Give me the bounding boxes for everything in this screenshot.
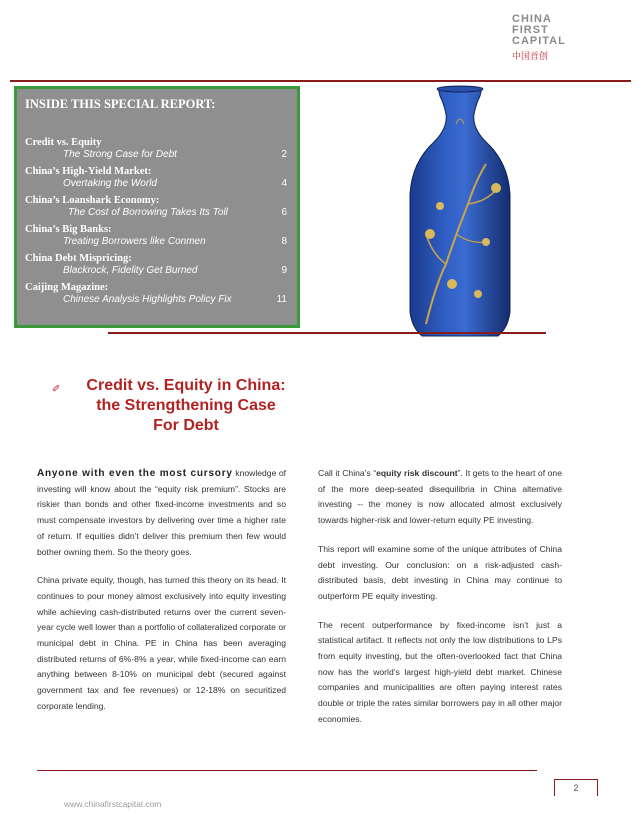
logo-line-3: CAPITAL xyxy=(512,35,566,47)
logo-chinese: 中国首创 xyxy=(512,51,549,61)
emphasis: equity risk discount xyxy=(376,468,458,478)
bullet-icon: ✐ xyxy=(52,384,61,395)
toc-item[interactable] xyxy=(25,224,295,248)
toc-item[interactable] xyxy=(25,253,295,277)
toc-item-heading: China’s High-Yield Market: xyxy=(25,166,152,177)
toc-item-page: 9 xyxy=(281,265,287,276)
vase-image xyxy=(386,84,534,346)
toc-item[interactable] xyxy=(25,195,295,219)
paragraph: This report will examine some of the unique attributes of China debt investing. Our conclusion: on a risk-adjusted cash-distributed basis, debt investing in China may continue to outperform PE equity investing. xyxy=(318,543,562,601)
logo xyxy=(512,14,572,62)
middle-divider xyxy=(108,332,546,334)
toc-item-heading: China Debt Mispricing: xyxy=(25,253,132,264)
toc-item-subtitle: Chinese Analysis Highlights Policy Fix xyxy=(63,294,232,305)
logo-line-2: FIRST xyxy=(512,24,549,36)
paragraph: The recent outperformance by fixed-income isn’t just a statistical artifact. It reflects not only the low distributions to LPs from equity investing, but the often-overlooked fact that China now has the world’s largest high-yield debt market. Chinese companies and municipalities are often paying interest rates double or triple the rates similar borrowers pay in all other major economies. xyxy=(318,619,562,724)
article-heading xyxy=(66,376,306,436)
paragraph: Call it China’s “equity risk discount”. It gets to the heart of one of the more deep-seated disequilibria in China alternative investing -- the money is now allocated almost exclusively towards higher-risk and lower-return equity PE investing. xyxy=(318,468,562,526)
toc-title: INSIDE THIS SPECIAL REPORT: xyxy=(25,97,216,111)
paragraph: knowledge of investing will know about the “equity risk premium”. Stocks are riskier than bonds and other fixed-income investments and so must compensate investors by delivering over time a higher rate of return. If equities didn’t deliver this premium then few would bother owning them. So the theory goes. xyxy=(37,468,286,557)
toc-item[interactable] xyxy=(25,137,295,161)
top-divider xyxy=(10,80,631,82)
toc-item[interactable] xyxy=(25,282,295,306)
right-column xyxy=(318,466,562,741)
toc-item-heading: China’s Big Banks: xyxy=(25,224,112,235)
footer-url[interactable]: www.chinafirstcapital.com xyxy=(64,799,162,809)
logo-line-1: CHINA xyxy=(512,13,552,25)
toc-item-page: 11 xyxy=(276,294,287,305)
toc-box xyxy=(14,86,300,328)
toc-item[interactable] xyxy=(25,166,295,190)
toc-item-subtitle: Overtaking the World xyxy=(63,178,157,189)
bottom-divider xyxy=(37,770,537,771)
paragraph: China private equity, though, has turned this theory on its head. It continues to pour money almost exclusively into equity investing while achieving cash-distributed returns over the current seven-year cycle well lower than a portfolio of collateralized corporate or municipal debt in China. PE in China has been averaging distributed returns of 6%-8% a year, while fixed-income can earn anything between 8-10% on municipal debt (secured against government tax and fee revenues) or 12-18% on securitized corporate lending. xyxy=(37,575,286,711)
lead-in: Anyone with even the most cursory xyxy=(37,468,233,479)
article-heading-line-3: For Debt xyxy=(153,417,219,434)
toc-item-page: 8 xyxy=(281,236,287,247)
toc-item-page: 6 xyxy=(281,207,287,218)
article-heading-line-2: the Strengthening Case xyxy=(96,397,276,414)
toc-item-page: 4 xyxy=(281,178,287,189)
toc-item-subtitle: Treating Borrowers like Conmen xyxy=(63,236,206,247)
left-column xyxy=(37,466,286,728)
toc-item-subtitle: The Cost of Borrowing Takes Its Toll xyxy=(68,207,228,218)
toc-item-heading: Credit vs. Equity xyxy=(25,137,102,148)
toc-item-page: 2 xyxy=(281,149,287,160)
toc-item-heading: Caijing Magazine: xyxy=(25,282,109,293)
page-number: 2 xyxy=(554,779,598,796)
toc-item-subtitle: The Strong Case for Debt xyxy=(63,149,177,160)
toc-item-subtitle: Blackrock, Fidelity Get Burned xyxy=(63,265,198,276)
article-heading-line-1: Credit vs. Equity in China: xyxy=(86,377,286,394)
toc-item-heading: China’s Loanshark Economy: xyxy=(25,195,160,206)
